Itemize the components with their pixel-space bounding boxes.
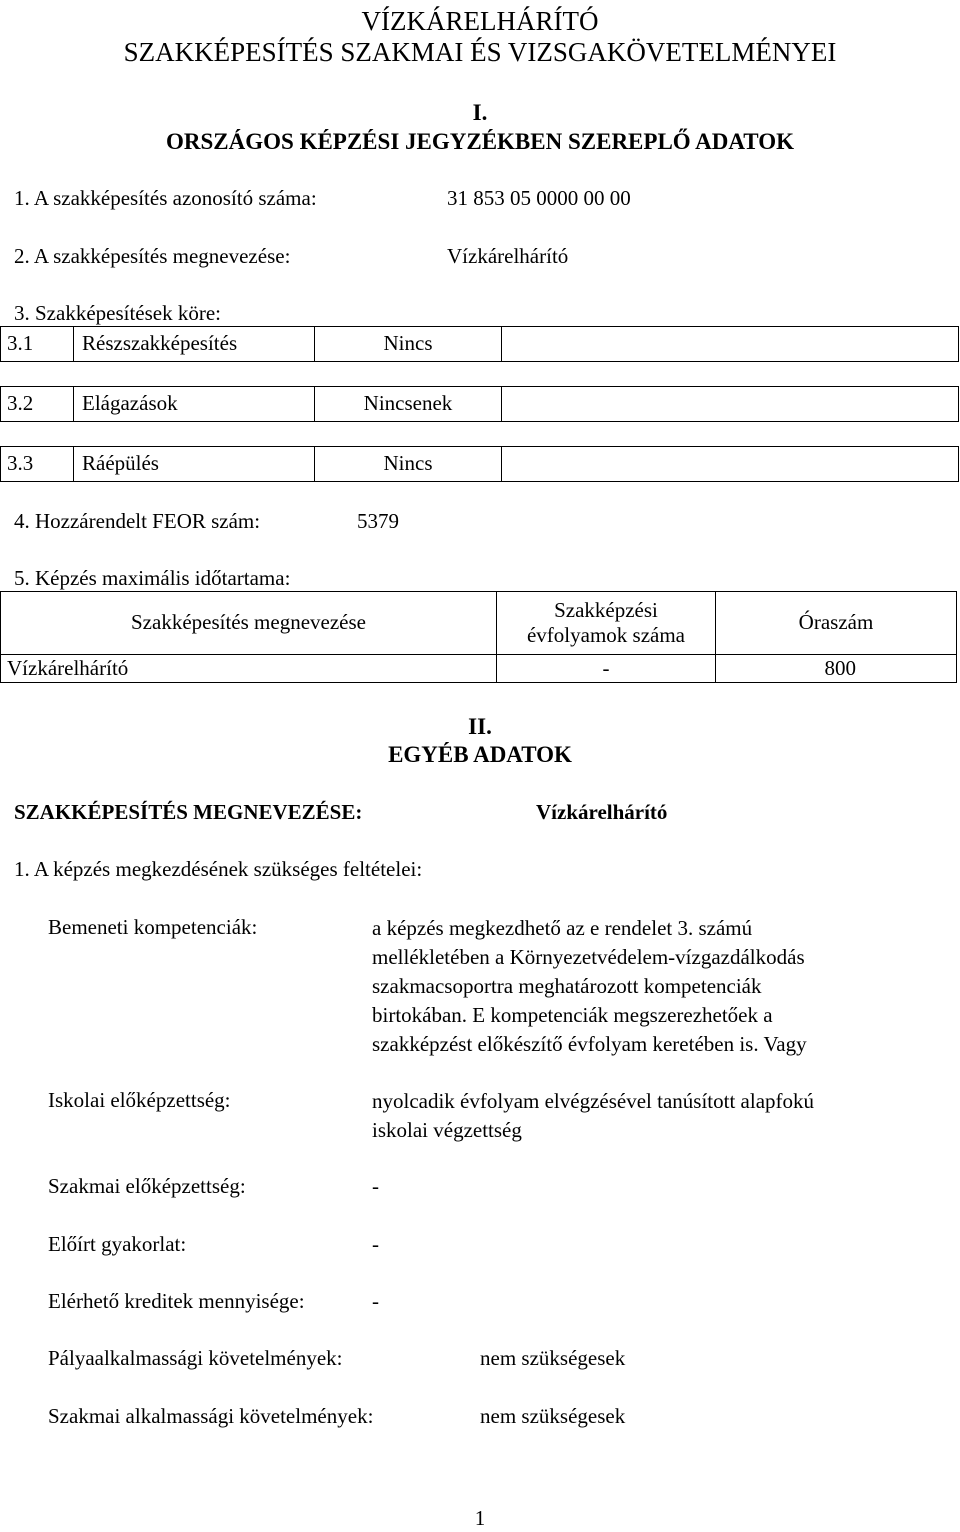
aptitude-requirements-label: Szakmai alkalmassági követelmények: [48, 1404, 374, 1428]
item4-value: 5379 [357, 509, 399, 533]
duration-row-hours: 800 [716, 655, 957, 683]
scope-value: Nincs [315, 447, 502, 482]
career-requirements-label: Pályaalkalmassági követelmények: [48, 1346, 343, 1370]
text-line: iskolai végzettség [372, 1118, 522, 1142]
career-requirements-value: nem szükségesek [480, 1346, 626, 1370]
duration-header-years-line2: évfolyamok száma [526, 623, 686, 647]
scope-row-1 [0, 326, 959, 362]
section1-title: ORSZÁGOS KÉPZÉSI JEGYZÉKBEN SZEREPLŐ ADATOK [166, 129, 794, 154]
scope-number: 3.2 [1, 387, 74, 422]
text-line: szakmacsoportra meghatározott kompetenciák [372, 974, 762, 998]
item3-label: 3. Szakképesítések köre: [14, 301, 222, 325]
text-line: a képzés megkezdhető az e rendelet 3. számú [372, 916, 753, 940]
item2-label: 2. A szakképesítés megnevezése: [14, 244, 291, 268]
prereq-heading: 1. A képzés megkezdésének szükséges feltételei: [14, 857, 423, 881]
duration-row-years: - [497, 655, 716, 683]
scope-row-2 [0, 386, 959, 422]
document-title-line1: VÍZKÁRELHÁRÍTÓ [361, 6, 599, 36]
text-line: mellékletében a Környezetvédelem-vízgazdálkodás [372, 945, 805, 969]
required-practice-value: - [372, 1232, 379, 1256]
scope-value: Nincs [315, 327, 502, 362]
item1-label: 1. A szakképesítés azonosító száma: [14, 186, 317, 210]
duration-header-years-line1: Szakképzési [554, 597, 658, 622]
credits-value: - [372, 1289, 379, 1313]
scope-name: Részszakképesítés [74, 327, 315, 362]
duration-table [0, 591, 957, 683]
item2-value: Vízkárelhárító [447, 244, 569, 268]
input-competencies-text [372, 914, 932, 1059]
professional-education-value: - [372, 1174, 379, 1198]
qualification-name-value: Vízkárelhárító [536, 800, 668, 824]
page-number: 1 [474, 1506, 486, 1530]
credits-label: Elérhető kreditek mennyisége: [48, 1289, 305, 1313]
scope-name: Ráépülés [74, 447, 315, 482]
scope-name: Elágazások [74, 387, 315, 422]
scope-number: 3.1 [1, 327, 74, 362]
professional-education-label: Szakmai előképzettség: [48, 1174, 246, 1198]
section1-roman: I. [472, 100, 488, 125]
required-practice-label: Előírt gyakorlat: [48, 1232, 187, 1256]
item4-label: 4. Hozzárendelt FEOR szám: [14, 509, 261, 533]
document-title-line2: SZAKKÉPESÍTÉS SZAKMAI ÉS VIZSGAKÖVETELMÉNYEI [123, 37, 837, 67]
scope-empty-cell [502, 387, 959, 422]
duration-header-years [497, 592, 716, 655]
item1-value: 31 853 05 0000 00 00 [447, 186, 631, 210]
scope-empty-cell [502, 327, 959, 362]
section2-title: EGYÉB ADATOK [388, 742, 572, 767]
duration-row-name: Vízkárelhárító [1, 655, 497, 683]
input-competencies-label: Bemeneti kompetenciák: [48, 915, 258, 939]
item5-label: 5. Képzés maximális időtartama: [14, 566, 291, 590]
school-education-label: Iskolai előképzettség: [48, 1088, 231, 1112]
school-education-text [372, 1087, 932, 1145]
duration-header-hours: Óraszám [716, 592, 957, 655]
text-line: szakképzést előkészítő évfolyam keretében is. Vagy [372, 1032, 807, 1056]
scope-row-3 [0, 446, 959, 482]
aptitude-requirements-value: nem szükségesek [480, 1404, 626, 1428]
duration-header-name: Szakképesítés megnevezése [1, 592, 497, 655]
scope-value: Nincsenek [315, 387, 502, 422]
scope-number: 3.3 [1, 447, 74, 482]
section2-roman: II. [468, 714, 492, 739]
text-line: birtokában. E kompetenciák megszerezhetőek a [372, 1003, 773, 1027]
qualification-name-label: SZAKKÉPESÍTÉS MEGNEVEZÉSE: [14, 800, 363, 824]
text-line: nyolcadik évfolyam elvégzésével tanúsított alapfokú [372, 1089, 815, 1113]
scope-empty-cell [502, 447, 959, 482]
